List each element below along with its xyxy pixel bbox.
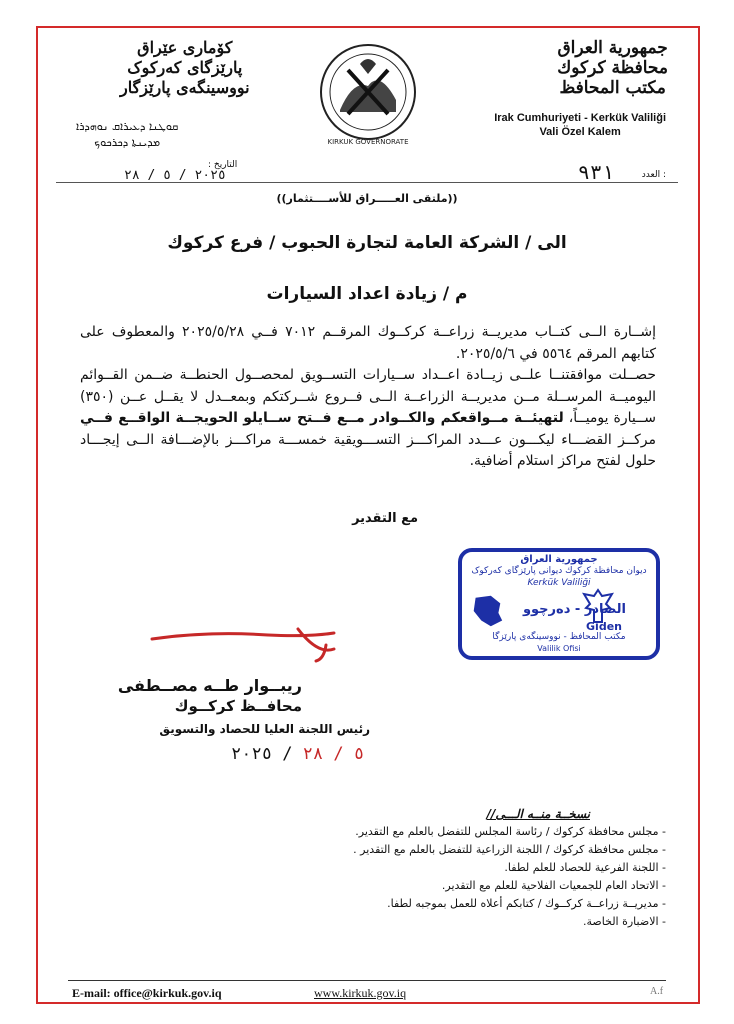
cc-list <box>353 823 666 931</box>
footer-website-link[interactable]: www.kirkuk.gov.iq <box>314 986 407 1000</box>
header-arabic-line: مكتب المحافظ <box>559 78 666 98</box>
paragraph-text: حصــلت موافقتنــا علــى زيــادة اعــداد ســيارات التســويق لمحصــول الحنطــة ضــمن القــوائم اليوميــة المرســلة مــن مديريــة الزراعــة الــى فــروع شــركتكم وبمعــدل لا يقــل عــن (٣٥٠) ســيارة يوميــاً، <box>80 367 657 426</box>
date-label: التاريخ : <box>208 160 238 170</box>
paragraph-approval <box>80 365 656 473</box>
number-label: العدد : <box>641 170 666 180</box>
signer-committee: رئيس اللجنة العليا للحصاد والتسويق <box>159 722 370 736</box>
cc-item: - الاضبارة الخاصة. <box>583 915 666 928</box>
cc-item: - اللجنة الفرعية للحصاد للعلم لطفا. <box>504 861 666 874</box>
seal-caption: KIRKUK GOVERNORATE <box>327 138 409 146</box>
form-code: A.f <box>650 986 664 997</box>
header-kurdish <box>120 38 250 98</box>
header-kurdish-line: پارێزگای کەرکوک <box>127 58 243 77</box>
stamp-line: Valilik Ofisi <box>537 644 581 653</box>
letter-body <box>80 322 656 473</box>
cc-item: - الاتحاد العام للجمعيات الفلاحية للعلم مع التقدير. <box>441 879 666 892</box>
stamp-line: Kerkük Valiliği <box>527 578 591 588</box>
header-divider <box>56 182 678 183</box>
header-turkish-line: Irak Cumhuriyeti - Kerkük Valiliği <box>494 112 666 124</box>
header-arabic-line: جمهورية العراق <box>557 38 668 58</box>
cc-item: - مجلس محافظة كركوك / رئاسة المجلس للتفضل بالعلم مع التقدير. <box>355 825 666 838</box>
stamp-line: الصادر - دەرچوو <box>522 602 626 617</box>
header-turkish <box>494 111 666 139</box>
paragraph-reference: إشــارة الــى كتــاب مديريــة زراعــة كركــوك المرقــم ٧٠١٢ فــي ٢٠٢٥/٥/٢٨ والمعطوف على كتابهم المرقم ٥٥٦٤ في ٢٠٢٥/٥/٦. <box>80 324 656 362</box>
iraq-map-icon <box>468 592 506 630</box>
stamp-line: Giden <box>586 620 622 633</box>
motto: ((ملتقى العـــــراق للأســــتثمار)) <box>276 192 458 205</box>
signer-date <box>231 744 364 764</box>
number-value: ٩٣١ <box>577 160 614 184</box>
paragraph-emphasis: لتهيئــة مــواقعكم والكــوادر مــع فــتح ســايلو الحويجــة الواقــع فــي <box>80 410 564 426</box>
cc-item: - مديريــة زراعــة كركــوك / كتابكم أعلاه للعمل بموجبه لطفا. <box>387 897 666 910</box>
header-syriac-line: ܡܕܝܢܬܐ ܕܟܪܟܘܟ <box>94 136 161 149</box>
signer-date-year: ٢٠٢٥ / <box>231 744 303 764</box>
stamp-line: مكتب المحافظ - نووسینگەی پارێزگا <box>492 632 626 642</box>
header-arabic <box>557 38 668 98</box>
header-turkish-line: Vali Özel Kalem <box>539 126 621 138</box>
signature-icon <box>148 625 338 665</box>
stamp-line: ديوان محافظة كركوك ديوانى پارێزگای کەرکوک <box>471 566 647 576</box>
signer-name: ريبــوار طــه مصــطفى <box>117 676 302 695</box>
recipient: الى / الشركة العامة لتجارة الحبوب / فرع كركوك <box>167 233 567 253</box>
header-arabic-line: محافظة كركوك <box>557 58 668 78</box>
stamp-line: جمهورية العراق <box>520 554 598 565</box>
subject: م / زيادة اعداد السيارات <box>266 284 468 304</box>
header-kurdish-line: کۆماری عێراق <box>137 38 233 57</box>
cc-heading: نسخــة منــه الـــى// <box>486 807 590 821</box>
signer-title: محافــظ كركــوك <box>174 697 302 715</box>
closing-regards: مع التقدير <box>352 511 418 526</box>
footer-email[interactable]: E-mail: office@kirkuk.gov.iq <box>72 986 222 1000</box>
cc-item: - مجلس محافظة كركوك / اللجنة الزراعية للتفضل بالعلم مع التقدير . <box>353 843 666 856</box>
paragraph-text: مركــز القضـــاء ليكـــون عـــدد المراكـــز التســـويقية خمســـة مراكـــز بالإضـــافة الــى إيجـــاد حلول لفتح مراكز استلام أضافية. <box>80 431 656 469</box>
header-syriac-line: ܩܘܛܢܐ ܕܥܝܪܐܩ ܢܘܗܕܪܐ <box>76 120 179 133</box>
official-stamp <box>458 548 660 660</box>
date-value: ٢٠٢٥ / ٥ / ٢٨ <box>124 168 226 183</box>
signer-date-handwritten: ٥ / ٢٨ <box>302 744 365 764</box>
footer-divider <box>68 980 666 981</box>
header-kurdish-line: نووسینگەی پارێزگار <box>120 78 250 97</box>
header-syriac <box>76 119 178 151</box>
governorate-seal-icon <box>318 40 418 150</box>
